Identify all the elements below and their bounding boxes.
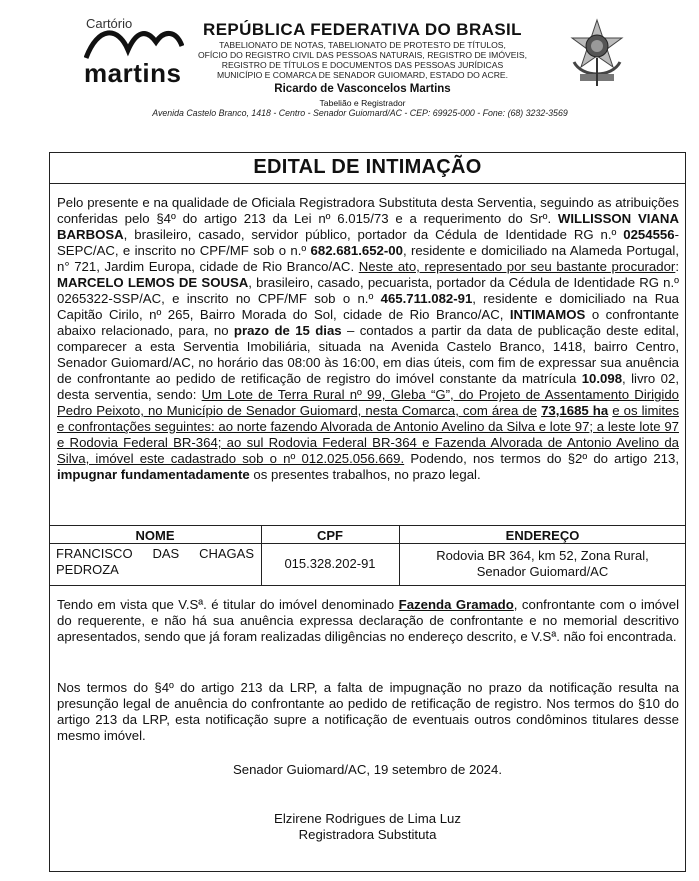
table-cell-cpf: 015.328.202-91 xyxy=(284,556,376,571)
header-title: REPÚBLICA FEDERATIVA DO BRASIL xyxy=(203,20,522,39)
logo-cartorio-text: Cartório xyxy=(86,16,133,31)
notice-paragraph: Tendo em vista que V.Sª. é titular do imóvel denominado Fazenda Gramado, confrontante com o imóvel do requerente, e não há sua anuência expressa declaração de confrontante e no memorial descritivo apresentados, sendo que já foram realizadas diligências no endereço descrito, e V.Sª. não foi encontrada. xyxy=(57,597,680,644)
legal-paragraph: Nos termos do §4º do artigo 213 da LRP, a falta de impugnação no prazo da notificação resulta na presunção legal de anuência do confrontante ao pedido de retificação de registro. Nos termos do §10 do artigo 213 da LRP, esta notificação supre a notificação de eventuais outros condôminos titulares desse mesmo imóvel. xyxy=(57,680,679,743)
header-line: TABELIONATO DE NOTAS, TABELIONATO DE PROTESTO DE TÍTULOS, xyxy=(219,40,506,50)
table-cell-nome: FRANCISCO DAS CHAGAS PEDROZA xyxy=(56,546,254,577)
table-bottom-border xyxy=(49,585,686,586)
table-cell-endereco-line2: Senador Guiomard/AC xyxy=(476,564,609,579)
header-line: OFÍCIO DO REGISTRO CIVIL DAS PESSOAS NATURAIS, REGISTRO DE IMÓVEIS, xyxy=(197,50,527,60)
header-address: Avenida Castelo Branco, 1418 - Centro - Senador Guiomard/AC - CEP: 69925-000 - Fone: (68) 3232-3569 xyxy=(152,108,568,118)
table-header-cpf: CPF xyxy=(317,528,343,543)
header-line: MUNICÍPIO E COMARCA DE SENADOR GUIOMARD, ESTADO DO ACRE. xyxy=(216,70,509,80)
divider xyxy=(49,183,686,184)
table-header-endereco: ENDEREÇO xyxy=(505,528,580,543)
document-date: Senador Guiomard/AC, 19 setembro de 2024. xyxy=(232,762,503,777)
logo-martins-text: martins xyxy=(84,58,182,88)
signer-role: Registradora Substituta xyxy=(298,827,437,842)
header-tabeliao-role: Tabelião e Registrador xyxy=(319,98,406,108)
document-title: EDITAL DE INTIMAÇÃO xyxy=(253,156,482,178)
brazil-coat-of-arms-icon xyxy=(566,18,628,88)
table-top-border xyxy=(49,525,686,526)
table-header-nome: NOME xyxy=(135,528,175,543)
table-cell-endereco-line1: Rodovia BR 364, km 52, Zona Rural, xyxy=(436,548,649,563)
signer-name: Elzirene Rodrigues de Lima Luz xyxy=(274,811,461,826)
table-header-border xyxy=(49,543,686,544)
intimation-paragraph: Pelo presente e na qualidade de Oficiala Registradora Substituta desta Serventia, seguindo as atribuições conferidas pelo §4º do artigo 213 da Lei nº 6.015/73 e a requerimento do Srº. WILLISSON VIANA BARBOSA, brasileiro, casado, servidor público, portador da Cédula de Identidade RG n.º 0254556-SEPC/AC, e inscrito no CPF/MF sob o n.º 682.681.652-00, residente e domiciliado na Alameda Portugal, n° 721, Jardim Europa, cidade de Rio Branco/AC. Neste ato, representado por seu bastante procurador: MARCELO LEMOS DE SOUSA, brasileiro, casado, pecuarista, portador da Cédula de Identidade RG n.º 0265322-SSP/AC, e inscrito no CPF/MF sob o n.º 465.711.082-91, residente e domiciliado na Rua Capitão Cirilo, nº 265, Bairro Morada do Sol, cidade de Rio Branco/AC, INTIMAMOS o confrontante abaixo relacionado, para, no prazo de 15 dias – contados a partir da data de publicação deste edital, comparecer a esta Serventia Imobiliária, situada na Avenida Castelo Branco, 1418, bairro Centro, Senador Guiomard/AC, no horário das 08:00 às 16:00, em dias úteis, com fim de expressar sua anuência de confrontante ao pedido de retificação de registro do imóvel constante da matrícula 10.098, livro 02, desta serventia, sendo: Um Lote de Terra Rural nº 99, Gleba “G”, do Projeto de Assentamento Dirigido Pedro Peixoto, no Município de Senador Guiomard, nesta Comarca, com área de 73,1685 ha e os limites e confrontações seguintes: ao norte fazendo Alvorada de Antonio Avelino da Silva e lote 97; a leste lote 97 e Rodovia Federal BR-364; ao sul Rodovia Federal BR-364 e Fazenda Alvorada de Antonio Avelino da Silva, imóvel este cadastrado sob o nº 012.025.056.669. Podendo, nos termos do §2º do artigo 213, impugnar fundamentadamente os presentes trabalhos, no prazo legal. xyxy=(57,195,680,482)
header-tabeliao-name: Ricardo de Vasconcelos Martins xyxy=(274,83,451,95)
header-line: REGISTRO DE TÍTULOS E DOCUMENTOS DAS PESSOAS JURÍDICAS xyxy=(221,60,504,70)
